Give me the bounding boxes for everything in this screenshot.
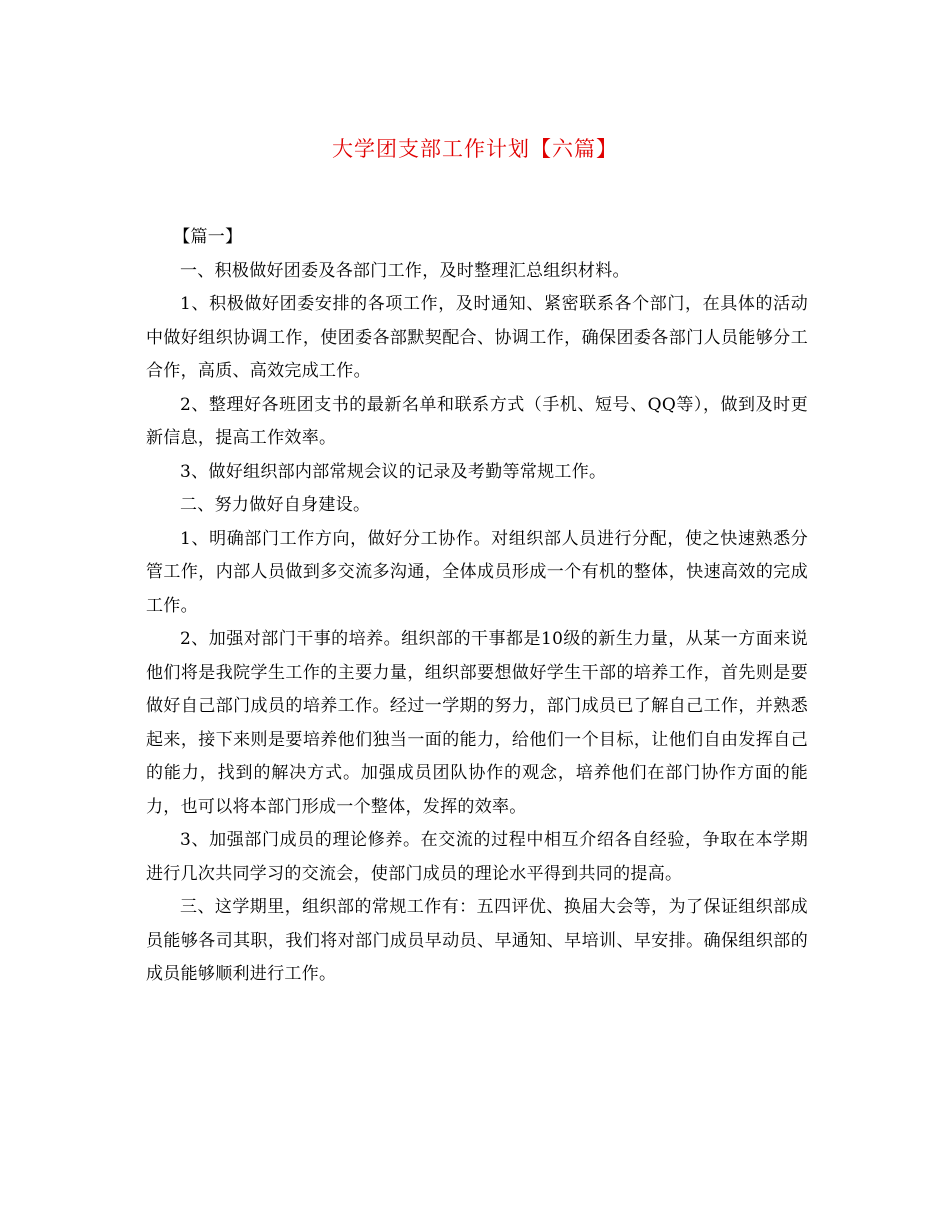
paragraph: 1、明确部门工作方向，做好分工协作。对组织部人员进行分配，使之快速熟悉分管工作，内部人员做到多交流多沟通，全体成员形成一个有机的整体，快速高效的完成工作。 <box>146 528 808 616</box>
paragraph: 3、加强部门成员的理论修养。在交流的过程中相互介绍各自经验，争取在本学期进行几次共同学习的交流会，使部门成员的理论水平得到共同的提高。 <box>146 830 808 884</box>
paragraph: 2、整理好各班团支书的最新名单和联系方式（手机、短号、QQ等），做到及时更新信息，提高工作效率。 <box>146 394 808 448</box>
paragraph: 一、积极做好团委及各部门工作，及时整理汇总组织材料。 <box>180 260 630 281</box>
paragraph: 2、加强对部门干事的培养。组织部的干事都是10级的新生力量，从某一方面来说他们将是我院学生工作的主要力量，组织部要想做好学生干部的培养工作，首先则是要做好自己部门成员的培养工作。经过一学期的努力，部门成员已了解自己工作，并熟悉起来，接下来则是要培养他们独当一面的能力，给他们一个目标，让他们自由发挥自己的能力，找到的解决方式。加强成员团队协作的观念，培养他们在部门协作方面的能力，也可以将本部门形成一个整体，发挥的效率。 <box>146 629 808 817</box>
paragraph: 二、努力做好自身建设。 <box>180 495 371 515</box>
section-heading: 【篇一】 <box>173 227 243 247</box>
paragraph: 三、这学期里，组织部的常规工作有：五四评优、换届大会等，为了保证组织部成员能够各司其职，我们将对部门成员早动员、早通知、早培训、早安排。确保组织部的成员能够顺利进行工作。 <box>146 897 808 984</box>
document-body <box>146 221 808 992</box>
document-title: 大学团支部工作计划【六篇】 <box>332 137 618 161</box>
paragraph: 3、做好组织部内部常规会议的记录及考勤等常规工作。 <box>180 461 607 482</box>
paragraph: 1、积极做好团委安排的各项工作，及时通知、紧密联系各个部门，在具体的活动中做好组织协调工作，使团委各部默契配合、协调工作，确保团委各部门人员能够分工合作，高质、高效完成工作。 <box>146 294 808 381</box>
